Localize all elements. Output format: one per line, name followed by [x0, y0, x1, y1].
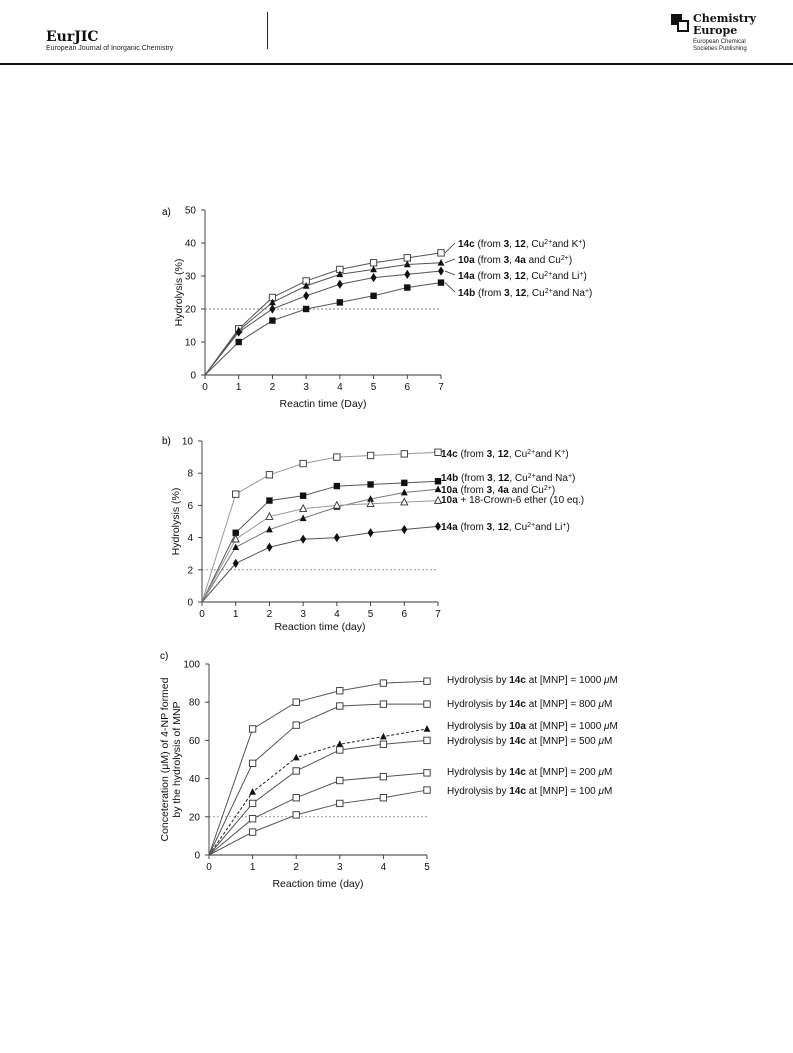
- data-point: [370, 260, 376, 266]
- y-tick-label: 4: [187, 533, 193, 545]
- series-label: 14a (from 3, 12, $Cu^{2+}and$ Li+): [458, 270, 587, 282]
- data-point: [380, 795, 386, 801]
- x-tick-label: 0: [199, 609, 205, 620]
- x-tick-label: 7: [435, 609, 441, 620]
- x-tick-label: 4: [380, 862, 387, 873]
- data-point: [233, 491, 239, 497]
- x-axis-label: Reaction time (day): [272, 878, 364, 890]
- data-point: [367, 481, 373, 487]
- data-point: [367, 452, 373, 458]
- data-point: [334, 454, 340, 460]
- x-tick-label: 0: [202, 382, 208, 393]
- y-tick-label: 100: [183, 659, 200, 671]
- y-tick-label: 80: [188, 697, 200, 709]
- label-connector: [445, 243, 455, 253]
- data-point: [249, 788, 256, 795]
- y-axis-label: by the hydrolysis of MNP: [171, 701, 183, 818]
- y-tick-label: 40: [184, 238, 196, 250]
- x-tick-label: 1: [249, 862, 256, 873]
- data-point: [293, 699, 299, 705]
- publisher-subtitle: European Chemical Societies Publishing: [693, 39, 747, 52]
- data-point: [249, 800, 255, 806]
- data-point: [438, 250, 444, 256]
- y-tick-label: 20: [184, 304, 196, 316]
- data-point: [337, 800, 343, 806]
- data-point: [424, 787, 430, 793]
- data-point: [337, 299, 343, 305]
- x-tick-label: 5: [424, 862, 430, 873]
- series-label: 14b (from 3, 12, $Cu^{2+}and$ Na+): [441, 472, 576, 484]
- data-point: [293, 812, 299, 818]
- data-point: [380, 773, 386, 779]
- y-axis-label: Conceteration (μM) of 4-NP formed: [159, 677, 171, 842]
- series-line: [209, 790, 427, 855]
- data-point: [293, 722, 299, 728]
- series-4: [202, 495, 584, 602]
- data-point: [424, 701, 430, 707]
- data-point: [249, 829, 255, 835]
- y-tick-label: 0: [194, 850, 200, 862]
- y-tick-label: 40: [188, 774, 200, 786]
- series-5: [209, 767, 612, 855]
- x-tick-label: 1: [232, 609, 239, 620]
- x-tick-label: 3: [337, 862, 343, 873]
- data-point: [368, 528, 374, 537]
- series-label: Hydrolysis by 14c at [MNP] = 800 μM: [447, 699, 613, 710]
- x-tick-label: 2: [269, 382, 276, 393]
- data-point: [266, 497, 272, 503]
- y-tick-label: 60: [188, 735, 200, 747]
- series-label: 10a (from 3, 4a and $Cu^{2+}$): [458, 254, 573, 266]
- data-point: [334, 483, 340, 489]
- data-point: [266, 543, 272, 552]
- data-point: [233, 559, 239, 568]
- y-tick-label: 6: [187, 500, 193, 512]
- data-point: [269, 317, 275, 323]
- x-tick-label: 2: [266, 609, 273, 620]
- x-tick-label: 2: [293, 862, 299, 873]
- panel-label: a): [162, 207, 171, 218]
- publisher-title: Chemistry Europe: [693, 12, 757, 37]
- data-point: [337, 747, 343, 753]
- series-label: Hydrolysis by 14c at [MNP] = 100 μM: [447, 786, 613, 797]
- data-point: [404, 284, 410, 290]
- series-line: [202, 501, 438, 602]
- x-tick-label: 7: [438, 382, 444, 393]
- y-tick-label: 10: [181, 436, 193, 448]
- series-label: 14a (from 3, 12, $Cu^{2+}and$ Li+): [441, 521, 570, 533]
- label-connector: [445, 259, 455, 263]
- series-label: Hydrolysis by 14c at [MNP] = 200 μM: [447, 767, 613, 778]
- data-point: [424, 725, 431, 732]
- x-tick-label: 4: [337, 382, 343, 393]
- data-point: [404, 255, 410, 261]
- y-tick-label: 20: [188, 812, 200, 824]
- panel-label: b): [162, 436, 171, 447]
- journal-full-name: European Journal of Inorganic Chemistry: [46, 45, 174, 52]
- journal-logo: EurJIC: [46, 29, 99, 45]
- x-tick-label: 4: [334, 609, 340, 620]
- y-tick-label: 10: [184, 337, 196, 349]
- data-point: [380, 680, 386, 686]
- data-point: [424, 737, 430, 743]
- series-4: [205, 279, 592, 375]
- chart-panel-2: [162, 436, 584, 633]
- series-line: [202, 489, 438, 602]
- y-axis-label: Hydrolysis (%): [170, 487, 182, 556]
- series-line: [205, 253, 441, 375]
- series-3: [205, 266, 587, 375]
- data-point: [249, 816, 255, 822]
- data-point: [334, 533, 340, 542]
- y-tick-label: 0: [190, 370, 196, 382]
- data-point: [303, 291, 309, 300]
- series-line: [209, 681, 427, 855]
- data-point: [424, 678, 430, 684]
- series-6: [209, 786, 612, 855]
- x-tick-label: 3: [300, 609, 306, 620]
- x-tick-label: 6: [401, 609, 408, 620]
- y-axis-label: Hydrolysis (%): [173, 258, 185, 327]
- data-point: [401, 451, 407, 457]
- data-point: [438, 279, 444, 285]
- x-axis-label: Reactin time (Day): [279, 398, 367, 410]
- data-point: [424, 770, 430, 776]
- series-label: 10a + 18-Crown-6 ether (10 eq.): [441, 495, 585, 506]
- label-connector: [445, 271, 455, 275]
- chart-panel-3: [159, 651, 618, 890]
- series-line: [205, 263, 441, 375]
- series-5: [202, 522, 570, 603]
- data-point: [300, 535, 306, 544]
- data-point: [371, 273, 377, 282]
- data-point: [337, 688, 343, 694]
- data-point: [337, 703, 343, 709]
- data-point: [293, 754, 300, 761]
- x-tick-label: 5: [370, 382, 377, 393]
- x-tick-label: 1: [235, 382, 242, 393]
- data-point: [337, 777, 343, 783]
- y-tick-label: 50: [184, 205, 196, 217]
- series-label: 14b (from 3, 12, $Cu^{2+}and$ Na+): [458, 287, 593, 299]
- x-tick-label: 6: [404, 382, 411, 393]
- data-point: [269, 304, 275, 313]
- series-label: Hydrolysis by 10a at [MNP] = 1000 μM: [447, 721, 618, 732]
- data-point: [438, 259, 445, 266]
- chart-panel-1: [162, 206, 592, 411]
- data-point: [380, 701, 386, 707]
- data-point: [293, 768, 299, 774]
- series-line: [202, 452, 438, 602]
- data-point: [266, 472, 272, 478]
- panel-label: c): [160, 651, 169, 662]
- x-tick-label: 0: [206, 862, 212, 873]
- data-point: [438, 266, 444, 275]
- series-label: Hydrolysis by 14c at [MNP] = 1000 μM: [447, 675, 618, 686]
- series-line: [209, 704, 427, 855]
- series-line: [209, 729, 427, 855]
- data-point: [370, 293, 376, 299]
- data-point: [236, 339, 242, 345]
- data-point: [300, 493, 306, 499]
- x-axis-label: Reaction time (day): [274, 621, 366, 633]
- data-point: [337, 280, 343, 289]
- series-label: 14c (from 3, 12, $Cu^{2+}and$ K+): [458, 238, 586, 250]
- data-point: [293, 795, 299, 801]
- x-tick-label: 5: [367, 609, 374, 620]
- data-point: [401, 480, 407, 486]
- data-point: [404, 270, 410, 279]
- data-point: [380, 741, 386, 747]
- data-point: [300, 460, 306, 466]
- y-tick-label: 30: [184, 271, 196, 283]
- y-tick-label: 0: [187, 597, 193, 609]
- data-point: [249, 760, 255, 766]
- data-point: [380, 733, 387, 740]
- y-tick-label: 2: [187, 565, 193, 577]
- data-point: [303, 306, 309, 312]
- label-connector: [445, 283, 455, 292]
- data-point: [401, 525, 407, 534]
- series-label: 10a (from 3, 4a and $Cu^{2+}$): [441, 484, 556, 496]
- data-point: [249, 726, 255, 732]
- y-tick-label: 8: [187, 468, 193, 480]
- series-label: Hydrolysis by 14c at [MNP] = 500 μM: [447, 736, 613, 747]
- x-tick-label: 3: [303, 382, 309, 393]
- series-label: 14c (from 3, 12, $Cu^{2+}and$ K+): [441, 448, 569, 460]
